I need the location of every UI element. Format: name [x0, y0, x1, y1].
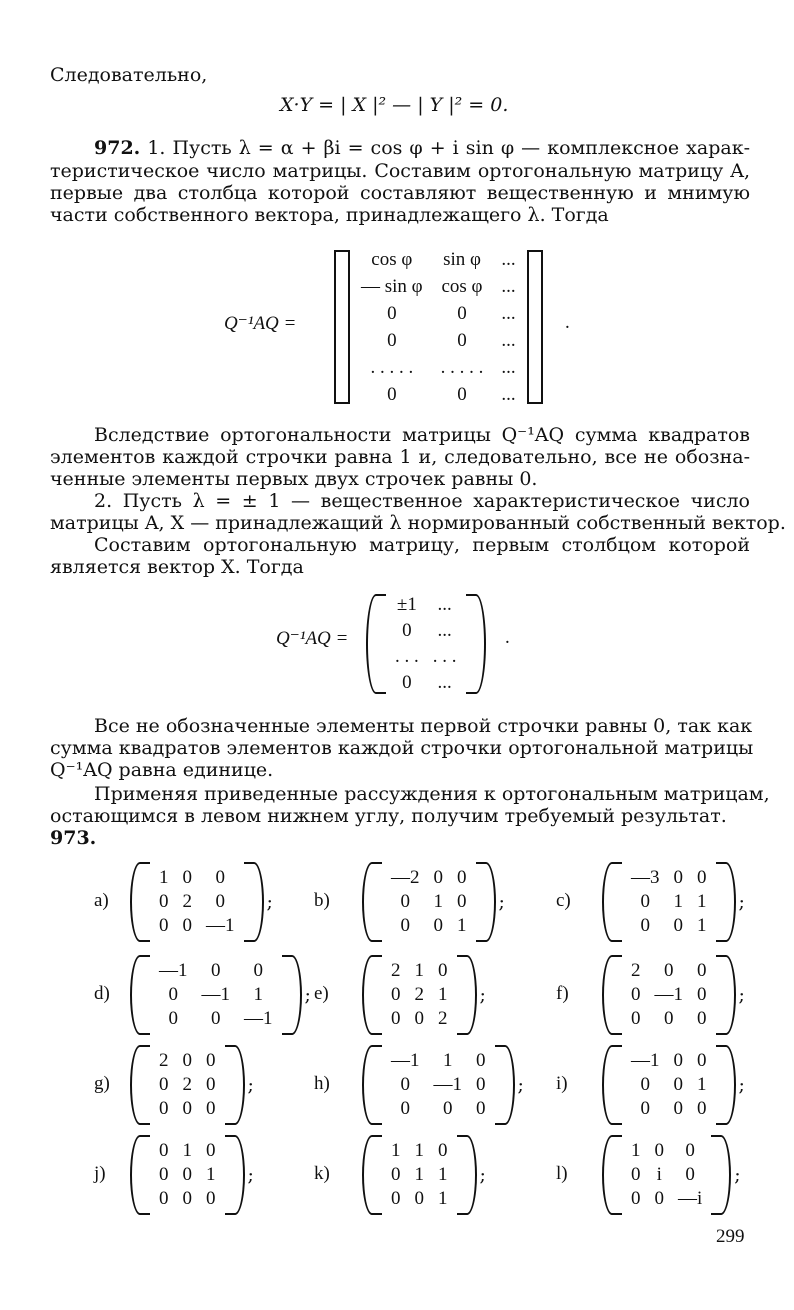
matrix-cell: 0 [387, 383, 397, 405]
matrix-row [624, 890, 714, 914]
paragraph-line: Применяя приведенные рассуждения к ортогональным матрицам, [94, 783, 770, 805]
matrix-cell: —i [678, 1188, 703, 1209]
matrix-left-paren [602, 1045, 622, 1125]
matrix-cell: 0 [182, 1050, 192, 1071]
matrix-cell: 0 [631, 984, 641, 1005]
matrix-row [384, 866, 474, 890]
matrix-cell: 2 [414, 984, 424, 1005]
matrix-cell: 1 [438, 1164, 448, 1185]
matrix-row [152, 866, 242, 890]
paragraph-line: Q⁻¹AQ равна единице. [50, 759, 274, 781]
matrix-cell: 0 [443, 1098, 453, 1119]
matrix-cell: 0 [697, 867, 707, 888]
matrix-cell: 0 [400, 1074, 410, 1095]
matrix-end-punct: ; [738, 891, 745, 913]
paragraph-line: теристическое число матрицы. Составим ортогональную матрицу A, [50, 160, 750, 182]
paragraph-line: является вектор X. Тогда [50, 556, 304, 578]
matrix-table [624, 959, 714, 1031]
matrix-cell: 1 [443, 1050, 453, 1071]
matrix-cell: 0 [476, 1050, 486, 1071]
matrix-cell: 2 [182, 891, 192, 912]
matrix-cell: 0 [457, 302, 467, 324]
matrix-right-paren [225, 1135, 245, 1215]
answer-matrix [602, 862, 745, 942]
matrix-row [152, 983, 280, 1007]
matrix-end-punct: ; [734, 1164, 741, 1186]
matrix2-right-paren [466, 594, 486, 694]
matrix-row [352, 246, 525, 273]
matrix-cell: 1 [631, 1140, 641, 1161]
matrix-row [624, 1139, 709, 1163]
matrix-end-punct: ; [266, 891, 273, 913]
matrix-cell: 1 [457, 915, 467, 936]
matrix-cell: 0 [697, 1098, 707, 1119]
matrix-row [384, 983, 455, 1007]
matrix-cell: 0 [391, 1164, 401, 1185]
matrix-cell: 0 [182, 867, 192, 888]
matrix-right-paren [457, 955, 477, 1035]
matrix-cell: 0 [391, 1188, 401, 1209]
matrix-cell: 1 [253, 984, 263, 1005]
matrix-cell: 0 [400, 915, 410, 936]
matrix-label: i) [556, 1073, 568, 1094]
matrix-cell: 0 [697, 984, 707, 1005]
matrix-cell: 0 [391, 1008, 401, 1029]
matrix-cell: 0 [457, 891, 467, 912]
matrix-table [624, 1139, 709, 1211]
matrix-cell: 0 [433, 867, 443, 888]
matrix-cell: 0 [402, 620, 412, 641]
matrix-end-punct: ; [247, 1164, 254, 1186]
matrix1-label: Q⁻¹AQ = [224, 313, 297, 334]
matrix-row [384, 1073, 493, 1097]
matrix-left-paren [602, 1135, 622, 1215]
matrix-cell: 2 [391, 960, 401, 981]
matrix-cell: — sin φ [361, 275, 423, 297]
matrix-end-punct: ; [498, 891, 505, 913]
matrix-cell: ... [437, 594, 452, 615]
paragraph-line: Все не обозначенные элементы первой строчки равны 0, так как [94, 715, 753, 737]
matrix-cell: . . . [432, 646, 457, 667]
matrix2 [366, 592, 486, 696]
paragraph-line: первые два столбца которой составляют вещественную и мнимую [50, 182, 750, 204]
matrix-cell: —1 [654, 984, 683, 1005]
matrix-cell: 1 [673, 891, 683, 912]
matrix-left-paren [602, 862, 622, 942]
matrix-cell: —1 [433, 1074, 462, 1095]
matrix-right-paren [716, 862, 736, 942]
matrix-table [624, 1049, 714, 1121]
matrix-cell: 0 [631, 1164, 641, 1185]
matrix-table [384, 866, 474, 938]
matrix-cell: 0 [402, 672, 412, 693]
matrix-cell: 0 [631, 1188, 641, 1209]
matrix-cell: 0 [697, 1008, 707, 1029]
matrix-row [152, 959, 280, 983]
matrix-cell: 0 [168, 984, 178, 1005]
matrix-row [152, 1097, 223, 1121]
matrix1 [334, 246, 543, 408]
matrix-row [624, 1049, 714, 1073]
matrix-cell: 0 [673, 915, 683, 936]
matrix-cell: ... [501, 356, 516, 378]
matrix-row [384, 1187, 455, 1211]
paragraph-line: Составим ортогональную матрицу, первым столбцом которой [94, 534, 750, 556]
matrix-left-paren [602, 955, 622, 1035]
matrix-label: g) [94, 1073, 110, 1094]
matrix-row [152, 1139, 223, 1163]
matrix-table [152, 866, 242, 938]
matrix-left-paren [362, 955, 382, 1035]
matrix-cell: 0 [685, 1140, 695, 1161]
matrix-row [152, 1187, 223, 1211]
matrix-table [384, 1139, 455, 1211]
matrix-cell: ... [501, 275, 516, 297]
matrix-cell: 0 [673, 1098, 683, 1119]
matrix-right-paren [225, 1045, 245, 1125]
matrix-cell: 2 [182, 1074, 192, 1095]
matrix-label: e) [314, 983, 329, 1004]
matrix-right-paren [457, 1135, 477, 1215]
matrix-label: k) [314, 1163, 330, 1184]
matrix-cell: 0 [206, 1074, 216, 1095]
matrix-label: d) [94, 983, 110, 1004]
matrix-cell: 0 [697, 1050, 707, 1071]
matrix-row [352, 273, 525, 300]
matrix-right-paren [495, 1045, 515, 1125]
matrix-cell: 0 [664, 960, 674, 981]
matrix-row [384, 1163, 455, 1187]
matrix-cell: 0 [206, 1050, 216, 1071]
matrix-row [384, 890, 474, 914]
matrix-cell: 0 [182, 1164, 192, 1185]
matrix-row [624, 1163, 709, 1187]
matrix-cell: 1 [414, 960, 424, 981]
matrix-cell: 0 [400, 891, 410, 912]
matrix-cell: 0 [673, 867, 683, 888]
matrix-table [152, 959, 280, 1031]
matrix-end-punct: ; [479, 1164, 486, 1186]
matrix-cell: 0 [697, 960, 707, 981]
matrix-cell: —1 [159, 960, 188, 981]
matrix-right-paren [244, 862, 264, 942]
paragraph-line: сумма квадратов элементов каждой строчки ортогональной матрицы [50, 737, 754, 759]
matrix-cell: 0 [182, 1098, 192, 1119]
matrix-row [624, 983, 714, 1007]
matrix-cell: 2 [159, 1050, 169, 1071]
matrix-cell: . . . . . [440, 356, 484, 378]
problem-972-first-line [94, 137, 750, 159]
matrix-row [352, 327, 525, 354]
matrix-cell: 0 [168, 1008, 178, 1029]
matrix-cell: 0 [685, 1164, 695, 1185]
matrix-end-punct: ; [738, 1074, 745, 1096]
matrix-cell: ... [501, 248, 516, 270]
answer-matrix [602, 1045, 745, 1125]
matrix-cell: 0 [673, 1074, 683, 1095]
matrix-table [384, 1049, 493, 1121]
matrix-label: l) [556, 1163, 568, 1184]
matrix-cell: 0 [631, 1008, 641, 1029]
matrix-cell: —1 [244, 1008, 273, 1029]
matrix-cell: 0 [182, 1188, 192, 1209]
matrix-cell: 0 [400, 1098, 410, 1119]
matrix-cell: 0 [414, 1188, 424, 1209]
matrix-cell: 0 [211, 1008, 221, 1029]
answer-matrix [362, 1135, 486, 1215]
page-number: 299 [716, 1226, 745, 1247]
problem-972-lead-text: 1. Пусть λ = α + βi = cos φ + i sin φ — комплексное харак- [147, 137, 750, 159]
matrix-table [624, 866, 714, 938]
paragraph-line: ченные элементы первых двух строчек равны 0. [50, 468, 538, 490]
matrix-cell: 2 [631, 960, 641, 981]
matrix-cell: 0 [640, 891, 650, 912]
matrix-cell: 0 [476, 1074, 486, 1095]
matrix-left-paren [130, 862, 150, 942]
matrix-row [352, 354, 525, 381]
matrix-cell: 0 [159, 1188, 169, 1209]
matrix-cell: 0 [433, 915, 443, 936]
matrix-cell: 1 [414, 1164, 424, 1185]
intro-text: Следовательно, [50, 64, 208, 86]
matrix-end-punct: ; [738, 984, 745, 1006]
matrix-row [152, 1073, 223, 1097]
matrix-cell: . . . [395, 646, 419, 667]
matrix-left-paren [130, 1045, 150, 1125]
matrix-cell: 0 [206, 1188, 216, 1209]
matrix2-table [388, 592, 464, 696]
matrix-cell: 0 [182, 915, 192, 936]
matrix-cell: ±1 [396, 594, 417, 615]
matrix-row [388, 670, 464, 696]
matrix-cell: 0 [391, 984, 401, 1005]
matrix-cell: 1 [182, 1140, 192, 1161]
matrix-cell: 0 [206, 1098, 216, 1119]
matrix-right-paren [716, 1045, 736, 1125]
matrix-label: h) [314, 1073, 330, 1094]
matrix-row [152, 1007, 280, 1031]
matrix-label: f) [556, 983, 569, 1004]
matrix-row [624, 1073, 714, 1097]
matrix-cell: 1 [414, 1140, 424, 1161]
matrix-row [152, 890, 242, 914]
matrix-row [152, 1049, 223, 1073]
matrix-row [352, 381, 525, 408]
matrix-cell: sin φ [443, 248, 481, 270]
matrix-cell: 0 [414, 1008, 424, 1029]
matrix-cell: 0 [253, 960, 263, 981]
matrix-cell: 1 [697, 1074, 707, 1095]
matrix-cell: 0 [159, 915, 169, 936]
matrix-end-punct: ; [247, 1074, 254, 1096]
matrix-table [152, 1139, 223, 1211]
matrix-row [624, 866, 714, 890]
matrix-row [624, 1097, 714, 1121]
paragraph-line: остающимся в левом нижнем углу, получим требуемый результат. [50, 805, 727, 827]
matrix2-left-paren [366, 594, 386, 694]
matrix-cell: cos φ [371, 248, 413, 270]
matrix-label: j) [94, 1163, 106, 1184]
answer-matrix [362, 955, 486, 1035]
matrix-row [384, 1007, 455, 1031]
equation-xy: X·Y = | X |² — | Y |² = 0. [280, 94, 509, 116]
matrix-cell: 1 [438, 984, 448, 1005]
matrix1-table [352, 246, 525, 408]
matrix-cell: 0 [654, 1140, 664, 1161]
matrix-row [384, 959, 455, 983]
answer-matrix [130, 862, 273, 942]
problem-number-973: 973. [50, 827, 97, 849]
answer-matrix [130, 1135, 254, 1215]
matrix-left-paren [362, 1135, 382, 1215]
matrix-label: c) [556, 890, 571, 911]
matrix-cell: . . . . . [370, 356, 414, 378]
matrix-row [152, 1163, 223, 1187]
matrix-cell: 0 [673, 1050, 683, 1071]
matrix-label: a) [94, 890, 109, 911]
matrix-cell: 0 [159, 1164, 169, 1185]
matrix-cell: ... [437, 672, 452, 693]
matrix-cell: 0 [159, 1074, 169, 1095]
matrix-cell: 0 [387, 329, 397, 351]
matrix-cell: 1 [206, 1164, 216, 1185]
matrix-cell: 0 [215, 891, 225, 912]
matrix-row [352, 300, 525, 327]
answer-matrix [130, 1045, 254, 1125]
matrix-cell: 2 [438, 1008, 448, 1029]
matrix-row [384, 1139, 455, 1163]
matrix1-end: . [565, 312, 570, 333]
answer-matrix [362, 1045, 524, 1125]
matrix-cell: 0 [457, 329, 467, 351]
matrix-cell: 1 [438, 1188, 448, 1209]
matrix-cell: 0 [438, 960, 448, 981]
matrix-table [152, 1049, 223, 1121]
matrix-cell: ... [501, 329, 516, 351]
matrix-cell: 0 [159, 1140, 169, 1161]
problem-number-972: 972. [94, 137, 141, 159]
matrix-cell: ... [501, 302, 516, 324]
matrix-cell: cos φ [441, 275, 483, 297]
matrix-cell: 1 [391, 1140, 401, 1161]
matrix-left-paren [130, 1135, 150, 1215]
matrix-left-paren [362, 1045, 382, 1125]
matrix-row [624, 914, 714, 938]
matrix-end-punct: ; [304, 984, 311, 1006]
matrix-right-paren [476, 862, 496, 942]
matrix-row [388, 618, 464, 644]
answer-matrix [602, 955, 745, 1035]
matrix-cell: 0 [457, 867, 467, 888]
matrix-cell: ... [437, 620, 452, 641]
answer-matrix [130, 955, 311, 1035]
matrix-right-paren [282, 955, 302, 1035]
paragraph-line: 2. Пусть λ = ± 1 — вещественное характеристическое число [94, 490, 750, 512]
matrix-label: b) [314, 890, 330, 911]
matrix-end-punct: ; [479, 984, 486, 1006]
matrix1-right-bracket [527, 250, 543, 404]
matrix-table [384, 959, 455, 1031]
matrix2-label: Q⁻¹AQ = [276, 628, 349, 649]
matrix-right-paren [716, 955, 736, 1035]
matrix-cell: 0 [640, 1098, 650, 1119]
matrix-cell: 0 [476, 1098, 486, 1119]
matrix-cell: 0 [654, 1188, 664, 1209]
matrix-left-paren [130, 955, 150, 1035]
paragraph-line: матрицы A, X — принадлежащий λ нормированный собственный вектор. [50, 512, 786, 534]
matrix-cell: 0 [215, 867, 225, 888]
matrix-cell: 1 [159, 867, 169, 888]
matrix-row [384, 1097, 493, 1121]
matrix-cell: i [656, 1164, 662, 1185]
matrix-cell: —1 [631, 1050, 660, 1071]
matrix-cell: 1 [697, 915, 707, 936]
matrix-cell: 0 [211, 960, 221, 981]
matrix-cell: 0 [457, 383, 467, 405]
matrix-cell: —2 [391, 867, 420, 888]
matrix-cell: 0 [206, 1140, 216, 1161]
matrix-row [152, 914, 242, 938]
matrix1-left-bracket [334, 250, 350, 404]
matrix2-end: . [505, 627, 510, 648]
answer-matrix [602, 1135, 741, 1215]
matrix-left-paren [362, 862, 382, 942]
paragraph-line: элементов каждой строчки равна 1 и, следовательно, все не обозна- [50, 446, 750, 468]
matrix-row [388, 592, 464, 618]
matrix-cell: 1 [697, 891, 707, 912]
matrix-cell: 0 [159, 1098, 169, 1119]
matrix-cell: 1 [433, 891, 443, 912]
matrix-cell: —1 [206, 915, 235, 936]
matrix-cell: 0 [438, 1140, 448, 1161]
matrix-row [384, 914, 474, 938]
matrix-cell: —1 [391, 1050, 420, 1071]
matrix-cell: —3 [631, 867, 660, 888]
matrix-end-punct: ; [517, 1074, 524, 1096]
matrix-row [388, 644, 464, 670]
matrix-cell: 0 [640, 1074, 650, 1095]
matrix-row [624, 959, 714, 983]
answer-matrix [362, 862, 505, 942]
matrix-row [624, 1187, 709, 1211]
matrix-cell: ... [501, 383, 516, 405]
matrix-row [384, 1049, 493, 1073]
matrix-cell: 0 [159, 891, 169, 912]
matrix-cell: —1 [201, 984, 230, 1005]
matrix-right-paren [711, 1135, 731, 1215]
paragraph-line: части собственного вектора, принадлежащего λ. Тогда [50, 204, 609, 226]
matrix-cell: 0 [640, 915, 650, 936]
matrix-cell: 0 [387, 302, 397, 324]
matrix-cell: 0 [664, 1008, 674, 1029]
paragraph-line: Вследствие ортогональности матрицы Q⁻¹AQ сумма квадратов [94, 424, 750, 446]
matrix-row [624, 1007, 714, 1031]
